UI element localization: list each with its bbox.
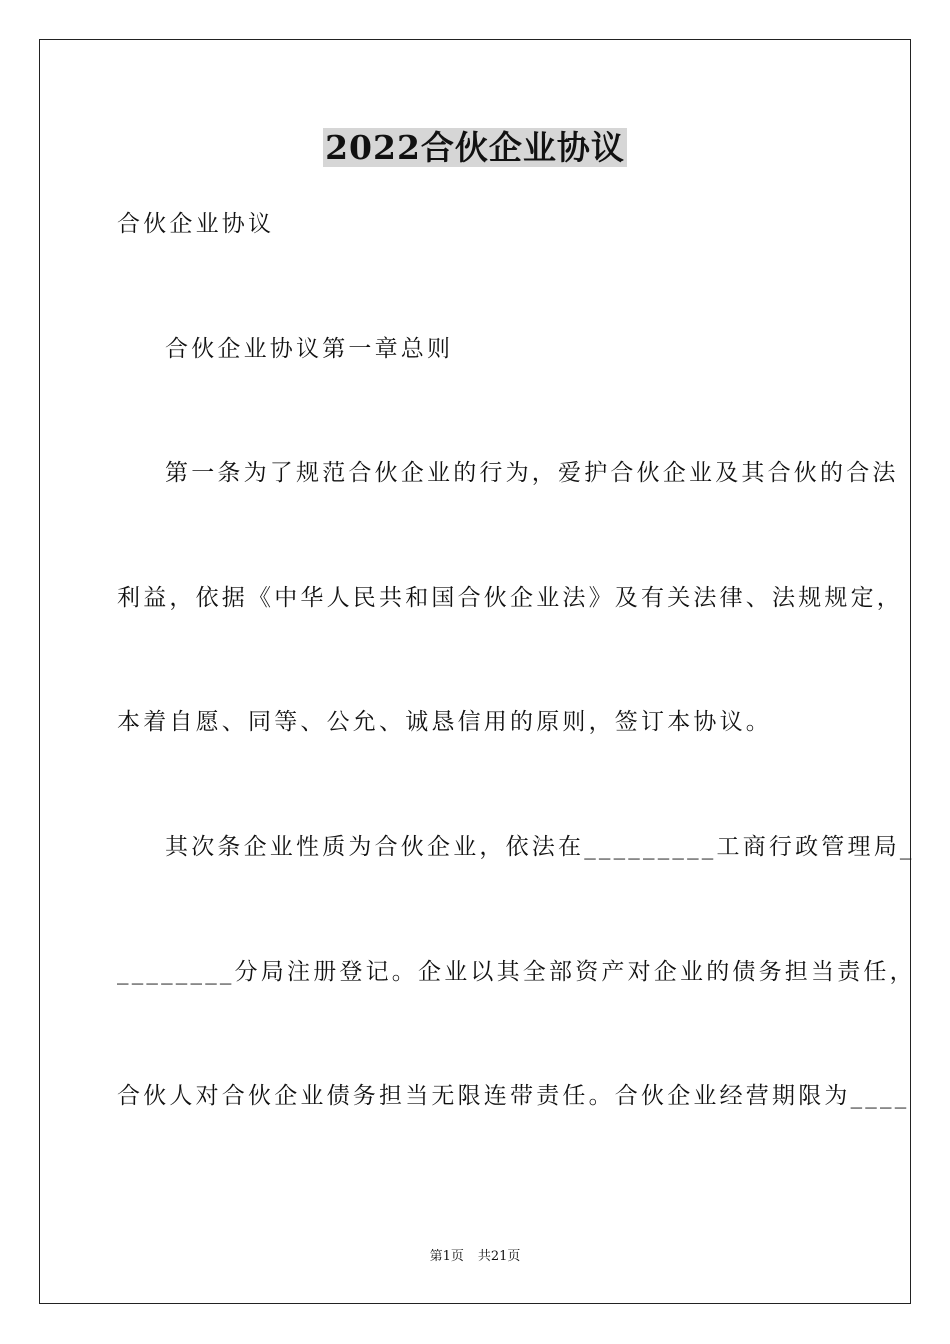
paragraph-line: 合伙人对合伙企业债务担当无限连带责任。合伙企业经营期限为____ <box>117 1083 910 1109</box>
document-title <box>0 126 950 170</box>
paragraph-line: 本着自愿、同等、公允、诚恳信用的原则，签订本协议。 <box>117 709 772 735</box>
paragraph-line: 利益，依据《中华人民共和国合伙企业法》及有关法律、法规规定， <box>117 585 903 611</box>
paragraph-heading: 合伙企业协议 <box>117 211 275 237</box>
chapter-heading: 合伙企业协议第一章总则 <box>165 336 454 362</box>
paragraph-line: ________分局注册登记。企业以其全部资产对企业的债务担当责任， <box>117 959 916 985</box>
page-number: 第1页 <box>429 1249 464 1264</box>
paragraph-line: 其次条企业性质为合伙企业，依法在_________工商行政管理局_ <box>165 834 915 860</box>
page-footer <box>0 1248 950 1266</box>
paragraph-line: 第一条为了规范合伙企业的行为，爱护合伙企业及其合伙的合法 <box>165 460 899 486</box>
page-total: 共21页 <box>477 1249 521 1264</box>
document-title-text: 2022合伙企业协议 <box>325 128 625 167</box>
